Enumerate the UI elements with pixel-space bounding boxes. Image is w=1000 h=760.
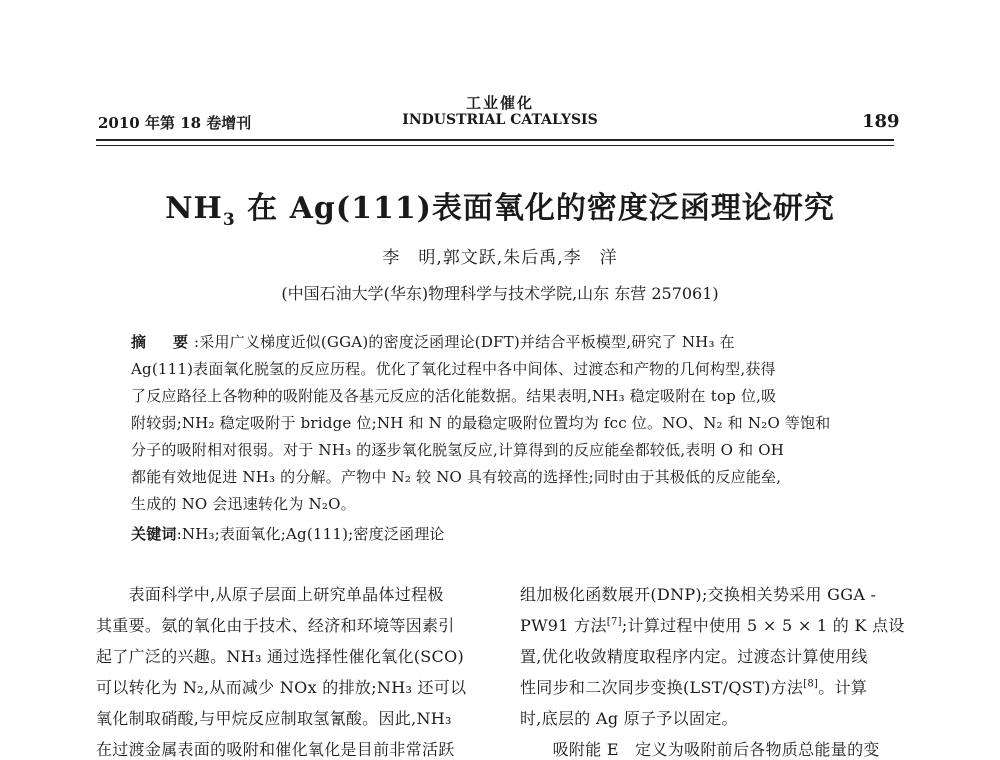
keywords-text: :NH₃;表面氧化;Ag(111);密度泛函理论: [176, 525, 445, 543]
header-rule-thin: [96, 145, 894, 146]
abstract-line: 都能有效地促进 NH₃ 的分解。产物中 N₂ 较 NO 具有较高的选择性;同时由于其极低的反应能垒,: [131, 468, 782, 486]
body-line-right: 性同步和二次同步变换(LST/QST)方法[8]。计算: [520, 678, 868, 697]
body-line-right: 时,底层的 Ag 原子予以固定。: [520, 709, 738, 728]
body-line-right: 吸附能 E 定义为吸附前后各物质总能量的变: [520, 740, 880, 759]
page-number: 189: [862, 111, 900, 132]
body-line-left: 起了广泛的兴趣。NH₃ 通过选择性催化氧化(SCO): [96, 647, 465, 666]
abstract-label: 摘 要: [131, 333, 195, 351]
journal-title-en: INDUSTRIAL CATALYSIS: [402, 112, 598, 128]
header-rule-thick: [96, 139, 894, 141]
abstract-line: 分子的吸附相对很弱。对于 NH₃ 的逐步氧化脱氢反应,计算得到的反应能垒都较低,表明 O 和 OH: [131, 441, 785, 459]
body-line-right: 组加极化函数展开(DNP);交换相关势采用 GGA -: [520, 585, 877, 604]
abstract-line: 生成的 NO 会迅速转化为 N₂O。: [131, 495, 356, 513]
citation-ref: [8]: [803, 678, 819, 690]
body-line-left: 其重要。氨的氧化由于技术、经济和环境等因素引: [96, 616, 455, 635]
journal-issue: 2010 年第 18 卷增刊: [98, 114, 252, 132]
abstract-line: 附较弱;NH₂ 稳定吸附于 bridge 位;NH 和 N 的最稳定吸附位置均为 fcc 位。NO、N₂ 和 N₂O 等饱和: [131, 414, 831, 432]
body-line-left: 表面科学中,从原子层面上研究单晶体过程极: [96, 585, 444, 604]
keywords-label: 关键词: [131, 525, 177, 543]
abstract-line: 了反应路径上各物种的吸附能及各基元反应的活化能数据。结果表明,NH₃ 稳定吸附在 top 位,吸: [131, 387, 777, 405]
affiliation: (中国石油大学(华东)物理科学与技术学院,山东 东营 257061): [281, 284, 719, 303]
citation-ref: [7]: [606, 616, 622, 628]
abstract-line: 摘 要:采用广义梯度近似(GGA)的密度泛函理论(DFT)并结合平板模型,研究了 NH₃ 在: [131, 333, 735, 351]
journal-title-cn: 工业催化: [465, 94, 534, 112]
authors: 李 明,郭文跃,朱后禹,李 洋: [382, 248, 618, 268]
body-line-left: 氧化制取硝酸,与甲烷反应制取氢氰酸。因此,NH₃: [96, 709, 452, 728]
paper-title: $NH_3$ 在 Ag(111)表面氧化的密度泛函理论研究: [165, 191, 835, 230]
keywords-line: [131, 523, 445, 544]
body-line-right: 置,优化收敛精度取程序内定。过渡态计算使用线: [520, 647, 868, 666]
body-line-left: 在过渡金属表面的吸附和催化氧化是目前非常活跃: [96, 740, 455, 759]
body-line-right: PW91 方法[7];计算过程中使用 5 × 5 × 1 的 K 点设: [520, 616, 905, 635]
abstract-line: Ag(111)表面氧化脱氢的反应历程。优化了氧化过程中各中间体、过渡态和产物的几何构型,获得: [131, 360, 776, 378]
body-line-left: 可以转化为 N₂,从而减少 NOx 的排放;NH₃ 还可以: [96, 678, 467, 697]
